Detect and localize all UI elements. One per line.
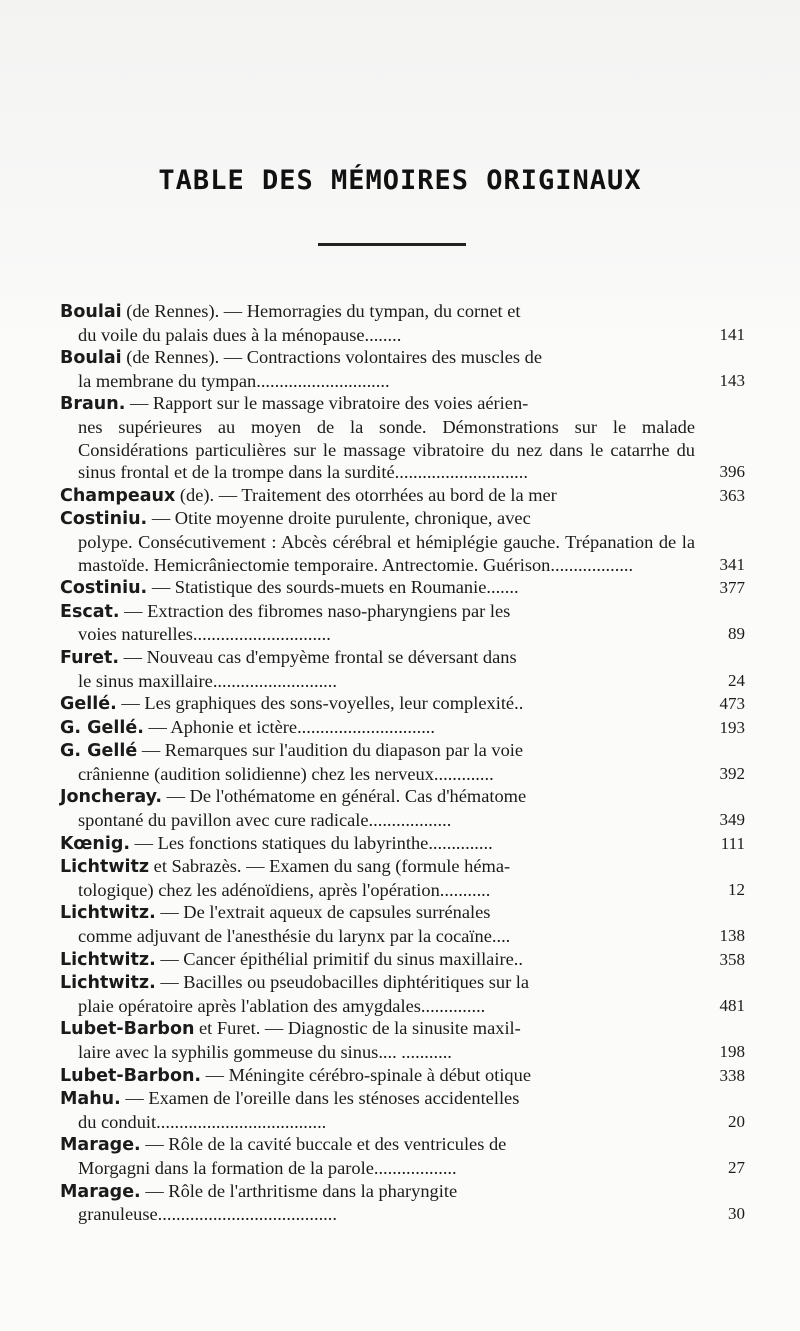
entry-page-number: 481 <box>719 995 745 1015</box>
entry-first-line <box>60 739 695 763</box>
title-rule <box>318 243 466 246</box>
entry-continuation: nes supérieures au moyen de la sonde. Démonstrations sur le malade Considérations particulières sur le massage vibratoire du nez dans le catarrhe du sinus frontal et de la trompe dans la surdité............................. <box>78 416 695 483</box>
entry-author: Lichtwitz <box>60 857 150 878</box>
entry-first-line <box>60 692 695 716</box>
entry-author: Furet. <box>60 647 120 668</box>
table-row <box>60 1064 745 1088</box>
entry-page-number: 349 <box>719 810 745 830</box>
table-row <box>60 901 745 947</box>
entry-first-line <box>60 507 695 531</box>
entry-page-number: 111 <box>720 833 745 853</box>
table-row <box>60 739 745 785</box>
entry-page-number: 30 <box>728 1204 745 1224</box>
entry-first-line <box>60 832 695 856</box>
entry-title: (de Rennes). — Hemorragies du tympan, du cornet et <box>121 301 521 321</box>
entry-title: — Extraction des fibromes naso-pharyngiens par les <box>119 600 511 621</box>
entry-author: Kœnig. <box>60 833 131 854</box>
entry-continuation: la membrane du tympan............................. <box>78 370 390 391</box>
entry-continuation: voies naturelles.............................. <box>78 624 331 645</box>
entry-page-number: 198 <box>719 1042 745 1061</box>
entry-title: (de). — Traitement des otorrhées au bord de la mer <box>175 484 557 505</box>
entry-author: Boulai <box>60 302 122 322</box>
table-row <box>60 484 745 508</box>
table-row <box>60 392 745 483</box>
entry-page-number: 24 <box>728 670 745 690</box>
entry-author: Costiniu. <box>60 509 148 530</box>
entry-first-line <box>60 1133 695 1157</box>
entry-first-line <box>60 901 695 925</box>
entry-page-number: 363 <box>719 485 745 505</box>
page-title: TABLE DES MÉMOIRES ORIGINAUX <box>158 165 642 196</box>
entry-page-number: 12 <box>728 879 745 899</box>
table-row <box>60 1017 745 1063</box>
entry-page-number: 141 <box>719 324 745 344</box>
entry-continuation: le sinus maxillaire........................... <box>78 670 337 691</box>
entry-continuation: comme adjuvant de l'anesthésie du larynx par la cocaïne.... <box>78 926 511 947</box>
table-row <box>60 1087 745 1133</box>
entry-page-number: 193 <box>719 717 745 737</box>
entry-first-line <box>60 346 695 370</box>
entry-continuation: Morgagni dans la formation de la parole.................. <box>78 1157 457 1178</box>
entry-title: — Remarques sur l'audition du diapason par la voie <box>137 740 524 761</box>
entry-continuation: crânienne (audition solidienne) chez les nerveux............. <box>78 763 494 784</box>
entry-continuation: laire avec la syphilis gommeuse du sinus.... ........... <box>78 1042 452 1062</box>
entry-author: Escat. <box>60 601 120 622</box>
entry-title: — Cancer épithélial primitif du sinus maxillaire.. <box>155 948 523 969</box>
entry-title: — Les fonctions statiques du labyrinthe.............. <box>130 832 493 853</box>
entry-author: Costiniu. <box>60 578 148 599</box>
entry-first-line <box>60 1064 695 1088</box>
table-row <box>60 716 745 740</box>
entry-author: G. Gellé. <box>60 717 144 738</box>
table-row <box>60 576 745 600</box>
entry-first-line <box>60 855 695 879</box>
entry-page-number: 338 <box>719 1065 745 1085</box>
entry-page-number: 20 <box>728 1111 745 1131</box>
table-row <box>60 646 745 692</box>
entry-first-line <box>60 971 695 995</box>
table-row <box>60 507 745 576</box>
table-row <box>60 971 745 1017</box>
table-row <box>60 692 745 716</box>
entry-page-number: 138 <box>719 926 745 946</box>
table-row <box>60 1133 745 1179</box>
entry-page-number: 392 <box>719 763 745 783</box>
entry-title: — Les graphiques des sons-voyelles, leur complexité.. <box>116 693 524 714</box>
entry-first-line <box>60 1017 695 1041</box>
entry-page-number: 341 <box>719 554 745 574</box>
entry-author: Marage. <box>60 1181 141 1202</box>
entry-title: — Nouveau cas d'empyème frontal se déversant dans <box>119 646 517 667</box>
entry-list <box>60 300 745 1226</box>
entry-title: — Rôle de l'arthritisme dans la pharyngite <box>140 1180 458 1201</box>
entry-title: — Otite moyenne droite purulente, chronique, avec <box>147 508 531 529</box>
entry-page-number: 143 <box>719 370 745 390</box>
table-row <box>60 1180 745 1226</box>
entry-first-line <box>60 1087 695 1111</box>
entry-title: — Rapport sur le massage vibratoire des voies aérien- <box>125 393 529 414</box>
entry-title: (de Rennes). — Contractions volontaires des muscles de <box>121 347 542 368</box>
entry-title: — Examen de l'oreille dans les sténoses accidentelles <box>120 1088 520 1109</box>
entry-continuation: polype. Consécutivement : Abcès cérébral et hémiplégie gauche. Trépanation de la mastoïde. Hemicrâniectomie temporaire. Antrectomie. Guérison.................. <box>78 531 695 575</box>
entry-first-line <box>60 600 695 624</box>
entry-author: Marage. <box>60 1135 141 1156</box>
entry-continuation: du voile du palais dues à la ménopause........ <box>78 324 402 345</box>
entry-page-number: 473 <box>719 694 745 714</box>
table-row <box>60 300 745 346</box>
entry-title: — Méningite cérébro-spinale à début otique <box>201 1064 531 1085</box>
entry-title: — Aphonie et ictère.............................. <box>143 716 435 737</box>
entry-title: et Furet. — Diagnostic de la sinusite maxil- <box>194 1018 521 1039</box>
entry-author: Lubet-Barbon. <box>60 1065 202 1086</box>
table-row <box>60 855 745 901</box>
entry-title: — De l'extrait aqueux de capsules surrénales <box>155 902 491 923</box>
entry-author: Lichtwitz. <box>60 903 156 924</box>
entry-author: G. Gellé <box>60 741 138 762</box>
table-row <box>60 600 745 646</box>
entry-author: Braun. <box>60 394 126 415</box>
entry-first-line <box>60 392 695 416</box>
entry-continuation: tologique) chez les adénoïdiens, après l'opération........... <box>78 879 491 900</box>
entry-first-line <box>60 646 695 670</box>
entry-continuation: granuleuse....................................... <box>78 1204 337 1225</box>
entry-first-line <box>60 300 695 324</box>
entry-first-line <box>60 948 695 972</box>
entry-page-number: 358 <box>719 949 745 969</box>
entry-first-line <box>60 716 695 740</box>
table-row <box>60 832 745 856</box>
entry-continuation: spontané du pavillon avec cure radicale.................. <box>78 810 452 831</box>
entry-author: Champeaux <box>60 485 176 506</box>
entry-first-line <box>60 576 695 600</box>
entry-author: Boulai <box>60 348 122 369</box>
entry-author: Mahu. <box>60 1089 121 1110</box>
entry-title: — De l'othématome en général. Cas d'hématome <box>162 786 527 807</box>
entry-author: Lichtwitz. <box>60 949 156 970</box>
entry-first-line <box>60 1180 695 1204</box>
entry-author: Lubet-Barbon <box>60 1019 195 1040</box>
entry-author: Gellé. <box>60 694 117 715</box>
entry-author: Joncheray. <box>60 787 163 808</box>
entry-author: Lichtwitz. <box>60 973 156 994</box>
entry-title: et Sabrazès. — Examen du sang (formule héma- <box>149 856 511 877</box>
entry-page-number: 89 <box>728 624 745 644</box>
table-row <box>60 948 745 972</box>
entry-title: — Bacilles ou pseudobacilles diphtéritiques sur la <box>155 972 530 993</box>
entry-first-line <box>60 484 695 508</box>
entry-first-line <box>60 785 695 809</box>
entry-page-number: 377 <box>719 578 745 598</box>
entry-continuation: du conduit..................................... <box>78 1111 327 1132</box>
entry-title: — Rôle de la cavité buccale et des ventricules de <box>140 1134 507 1155</box>
entry-continuation: plaie opératoire après l'ablation des amygdales.............. <box>78 995 486 1016</box>
table-row <box>60 785 745 831</box>
table-row <box>60 346 745 392</box>
entry-page-number: 27 <box>728 1157 745 1177</box>
entry-title: — Statistique des sourds-muets en Roumanie....... <box>147 577 519 598</box>
entry-page-number: 396 <box>719 462 745 482</box>
